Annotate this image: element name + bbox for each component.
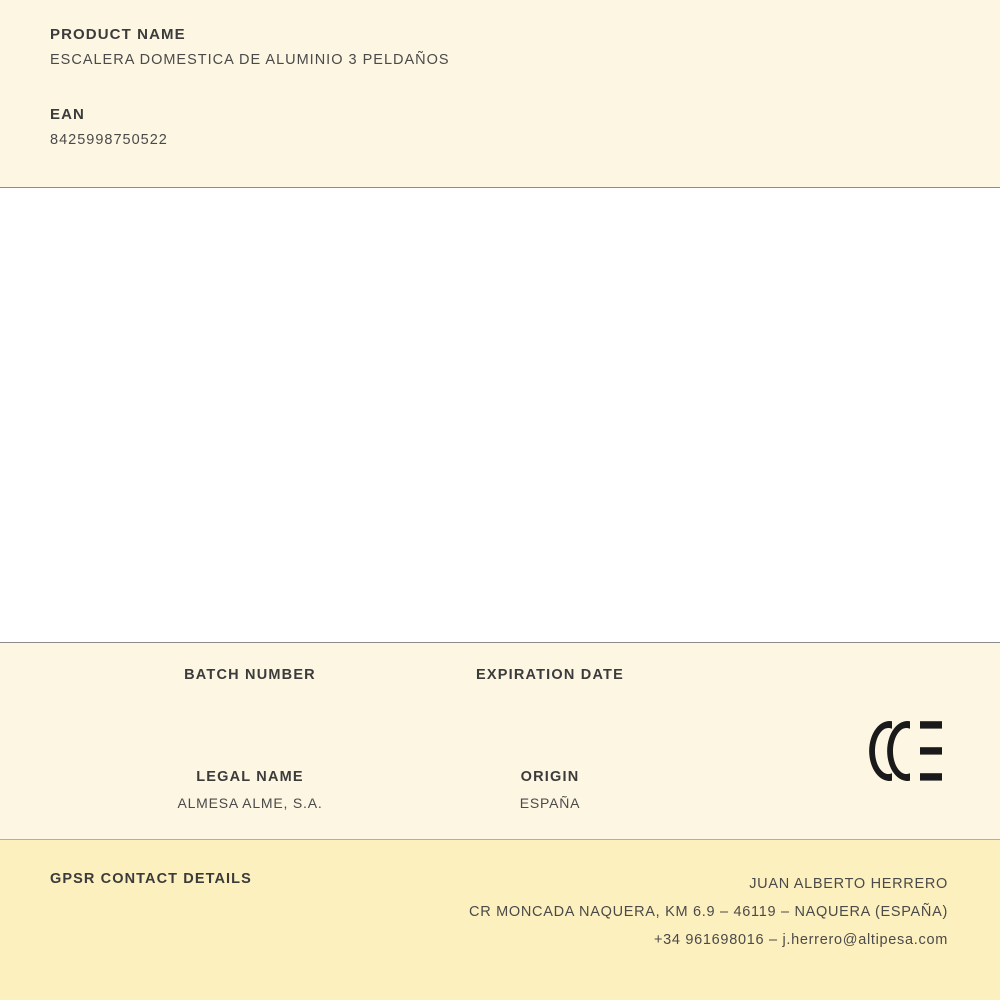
info-spacer-right-2 [700,769,1000,811]
info-row-legal-origin [0,769,1000,811]
product-name-label: PRODUCT NAME [50,26,186,43]
legal-name-value: ALMESA ALME, S.A. [177,795,323,811]
info-spacer-left [0,667,100,709]
batch-number-block [100,667,400,709]
product-header-section [0,0,1000,188]
legal-name-block [100,769,400,811]
product-info-section [0,643,1000,840]
batch-number-label: BATCH NUMBER [184,667,316,683]
gpsr-contact-name: JUAN ALBERTO HERRERO [749,876,948,892]
expiration-date-value [400,693,700,709]
origin-block [400,769,700,811]
ean-label: EAN [50,106,85,123]
gpsr-footer-section [0,840,1000,1000]
info-spacer-right [700,667,1000,709]
product-name-block [50,26,950,68]
origin-value: ESPAÑA [519,795,581,811]
product-name-value: ESCALERA DOMESTICA DE ALUMINIO 3 PELDAÑOS [50,52,450,68]
ean-value: 8425998750522 [50,132,168,148]
batch-number-value [100,693,400,709]
info-row-batch-expiration [0,667,1000,709]
info-spacer-left-2 [0,769,100,811]
expiration-date-block [400,667,700,709]
gpsr-contact-phone-email: +34 961698016 – j.herrero@altipesa.com [653,932,948,948]
gpsr-contact-address: CR MONCADA NAQUERA, KM 6.9 – 46119 – NAQUERA (ESPAÑA) [469,904,948,920]
expiration-date-label: EXPIRATION DATE [476,667,624,683]
ce-marking-icon [858,719,948,783]
ean-block [50,106,950,148]
legal-name-label: LEGAL NAME [196,769,304,785]
gpsr-contact-details [469,870,948,954]
product-image-area [0,188,1000,643]
gpsr-contact-label: GPSR CONTACT DETAILS [50,871,252,887]
origin-label: ORIGIN [520,769,580,785]
